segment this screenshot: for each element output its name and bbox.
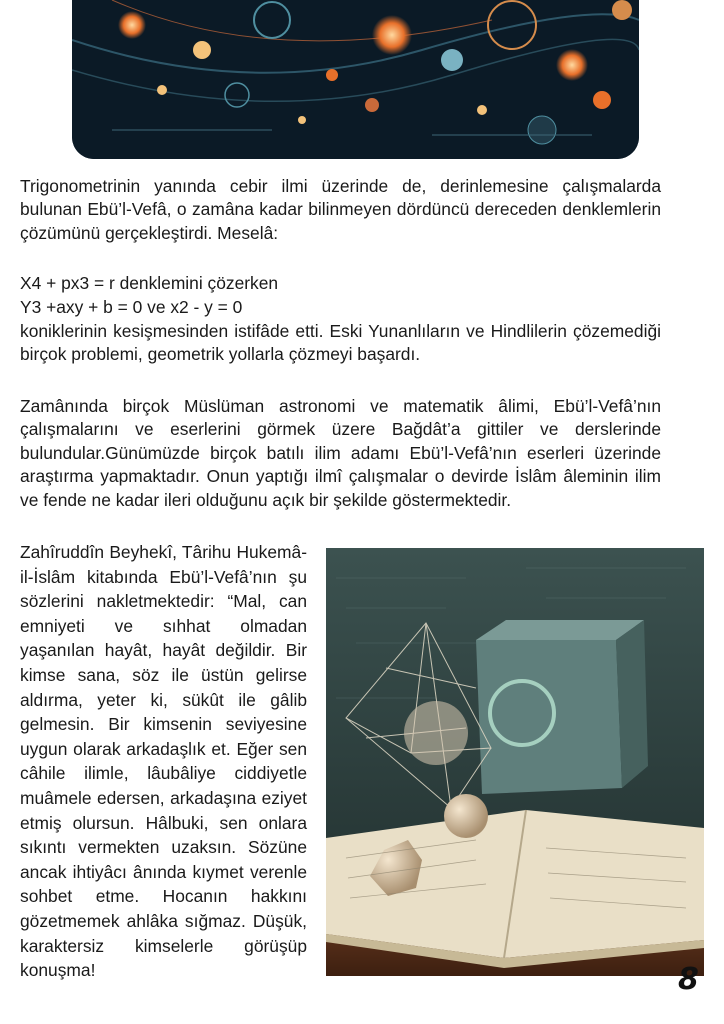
paragraph-legacy: [20, 395, 661, 512]
paragraph-intro-text: Trigonometrinin yanında cebir ilmi üzerinde de, derinlemesine çalışmalarda bulunan Ebü’l-Vefâ, o zamâna kadar bilinmeyen dördüncü dereceden denklemlerin çözümünü gerçekleştirdi. Meselâ:: [20, 176, 661, 243]
equation-line-1: X4 + px3 = r denklemini çözerken: [20, 273, 279, 293]
geometric-shapes-on-open-book: [326, 548, 704, 976]
paragraph-legacy-text: Zamânında birçok Müslüman astronomi ve matematik âlimi, Ebü’l-Vefâ’nın çalışmalarını ve eserlerini görmek üzere Bağdât’a gittiler ve derslerinde bulundular.Günümüzde birçok batılı ilim adamı Ebü’l-Vefâ’nın eserleri üzerinde araştırma yapmaktadır. Onun yaptığı ilmî çalışmalar o devirde İslâm âleminin ilim ve fende ne kadar ileri olduğunu açık bir şekilde göstermektedir.: [20, 396, 661, 510]
paragraph-conics-text: koniklerinin kesişmesinden istifâde etti. Eski Yunanlıların ve Hindlilerin çözemediği birçok problemi, geometrik yollarla çözmeyi başardı.: [20, 321, 661, 365]
paragraph-intro: [20, 175, 661, 245]
paragraph-conics: [20, 320, 661, 367]
paragraph-quote-text: Zahîruddîn Beyhekî, Târihu Hukemâ-il-İslâm kitabında Ebü’l-Vefâ’nın şu sözlerini nakletmektedir: “Mal, can emniyeti ve sıhhat olmadan yaşanılan hayât, hayât değildir. Bir kimse sana, söz ile üstün gelirse aldırma, yeter ki, sükût ile gâlib gelmesin. Bir kimsenin seviyesine uygun olarak arkadaşlık et. Eğer sen câhile ilimle, lâubâliye ciddiyetle muâmele edersen, arkadaşına eziyet etmiş olursun. Hâlbuki, sen onlara sıkıntı vermekten uzaksın. Sözüne ancak ihtiyâcı ânında kıymet verenle sohbet etme. Hocanın hakkını gözetmemek ahlâka sığmaz. Düşük, karaktersiz kimselerle görüşüp konuşma!: [20, 542, 307, 981]
page-number: 8: [678, 962, 699, 997]
equation-line-2: Y3 +axy + b = 0 ve x2 - y = 0: [20, 297, 243, 317]
abstract-cosmic-illustration: [72, 0, 639, 159]
paragraph-quote: [20, 540, 307, 983]
